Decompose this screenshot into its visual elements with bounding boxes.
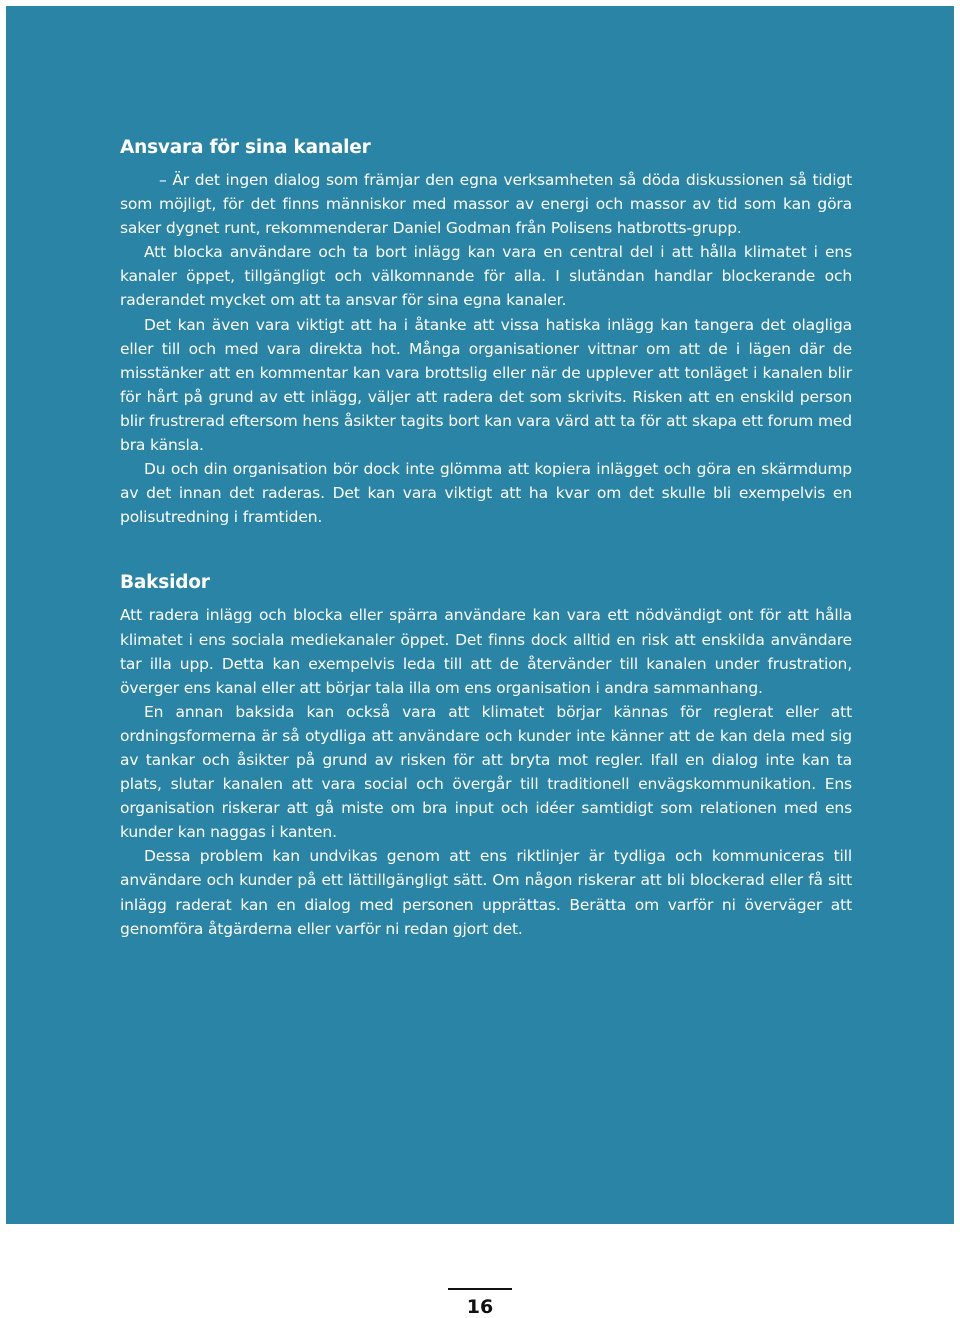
- page-number: 16: [466, 1296, 494, 1318]
- section-title: Ansvara för sina kanaler: [120, 137, 371, 158]
- paragraph: Det kan även vara viktigt att ha i åtanke att vissa hatiska inlägg kan tangera det olagliga eller till och med vara direkta hot. Många organisationer vittnar om att de i lägen där de misstänker att en kommentar kan vara brottslig eller när de upplever att tonläget i kanalen blir för hårt på grund av ett inlägg, väljer att radera det som skrivits. Risken att en enskild person blir frustrerad eftersom hens åsikter tagits bort kan vara värd att ta för att skapa ett forum med bra känsla.: [120, 315, 852, 455]
- paragraph: Du och din organisation bör dock inte glömma att kopiera inlägget och göra en skärmdump av det innan det raderas. Det kan vara viktigt att ha kvar om det skulle bli exempelvis en polisutredning i framtiden.: [120, 460, 852, 527]
- content-panel: [6, 6, 954, 1224]
- section-ansvara: [120, 134, 852, 529]
- paragraph: En annan baksida kan också vara att klimatet börjar kännas för reglerat eller att ordningsformerna är så otydliga att användare och kunder inte känner att de kan dela med sig av tankar och åsikter på grund av risken för att bryta mot regler. Ifall en dialog inte kan ta plats, slutar kanalen att vara social och övergår till traditionell envägskommunikation. Ens organisation riskerar att gå miste om bra input och idéer samtidigt som relationen med ens kunder kan naggas i kanten.: [120, 702, 852, 842]
- page-number-rule: [448, 1288, 512, 1290]
- paragraph: Att radera inlägg och blocka eller spärra användare kan vara ett nödvändigt ont för att hålla klimatet i ens sociala mediekanaler öppet. Det finns dock alltid en risk att enskilda användare tar illa upp. Detta kan exempelvis leda till att de återvänder till kanalen under frustration, överger ens kanal eller att börjar tala illa om ens organisation i andra sammanhang.: [120, 606, 852, 697]
- paragraph: Att blocka användare och ta bort inlägg kan vara en central del i att hålla klimatet i ens kanaler öppet, tillgängligt och välkomnande för alla. I slutändan handlar blockerande och raderandet mycket om att ta ansvar för sina egna kanaler.: [120, 243, 852, 310]
- paragraph: Dessa problem kan undvikas genom att ens riktlinjer är tydliga och kommuniceras till användare och kunder på ett lättillgängligt sätt. Om någon riskerar att bli blockerad eller få sitt inlägg raderat kan en dialog med personen upprättas. Berätta om varför ni överväger att genomföra åtgärderna eller varför ni redan gjort det.: [120, 847, 852, 938]
- section-baksidor: [120, 569, 852, 940]
- section-title: Baksidor: [120, 572, 210, 594]
- paragraph: – Är det ingen dialog som främjar den egna verksamheten så döda diskussionen så tidigt som möjligt, för det finns människor med massor av energi och massor av tid som kan göra saker dygnet runt, rekommenderar Daniel Godman från Polisens hatbrotts-grupp.: [120, 171, 852, 238]
- article-body: [120, 134, 852, 941]
- page-footer: [448, 1288, 512, 1318]
